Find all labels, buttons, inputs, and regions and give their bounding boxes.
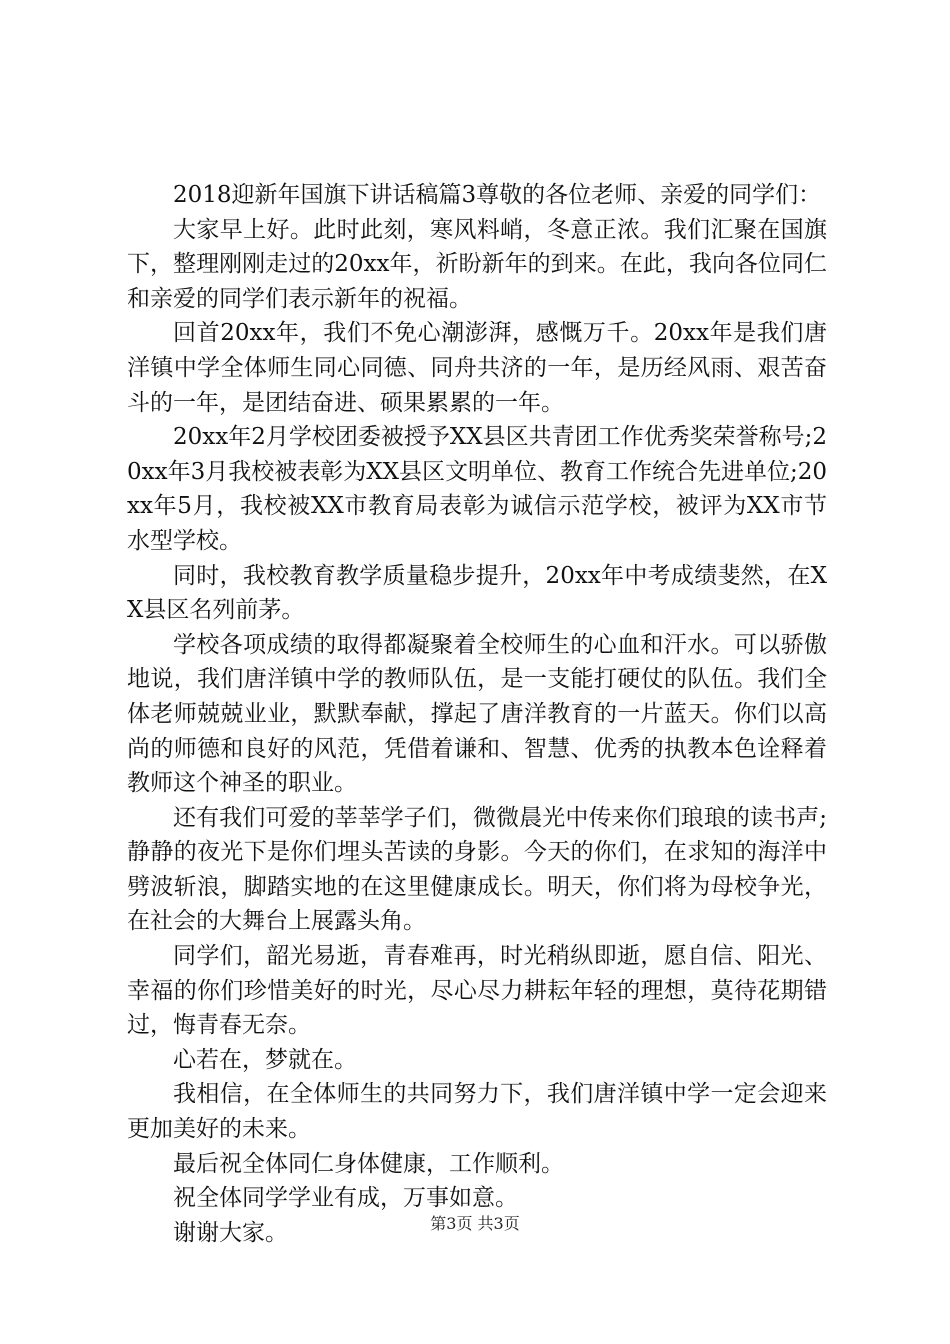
paragraph-dream: 心若在，梦就在。 [173,1046,357,1073]
paragraph-wish-staff: 最后祝全体同仁身体健康，工作顺利。 [173,1150,564,1177]
document-body [127,178,827,1250]
page-footer: 第3页 共3页 [430,1214,520,1233]
paragraph-wish-students: 祝全体同学学业有成，万事如意。 [173,1185,518,1212]
speech-title-line: 2018迎新年国旗下讲话稿篇3尊敬的各位老师、亲爱的同学们： [173,182,822,208]
paragraph-youth: 同学们，韶光易逝，青春难再，时光稍纵即逝，愿自信、阳光、幸福的你们珍惜美好的时光，尽心尽力耕耘年轻的理想，莫待花期错过，悔青春无奈。 [127,943,827,1039]
paragraph-students: 还有我们可爱的莘莘学子们，微微晨光中传来你们琅琅的读书声;静静的夜光下是你们埋头苦读的身影。今天的你们，在求知的海洋中劈波斩浪，脚踏实地的在这里健康成长。明天，你们将为母校争光，在社会的大舞台上展露头角。 [127,804,827,935]
paragraph-review: 回首20xx年，我们不免心潮澎湃，感慨万千。20xx年是我们唐洋镇中学全体师生同心同德、同舟共济的一年，是历经风雨、艰苦奋斗的一年，是团结奋进、硕果累累的一年。 [127,320,827,416]
paragraph-quality: 同时，我校教育教学质量稳步提升，20xx年中考成绩斐然，在XX县区名列前茅。 [127,562,827,624]
paragraph-honors: 20xx年2月学校团委被授予XX县区共青团工作优秀奖荣誉称号;20xx年3月我校被表彰为XX县区文明单位、教育工作统合先进单位;20xx年5月，我校被XX市教育局表彰为诚信示范学校，被评为XX市节水型学校。 [127,424,827,554]
paragraph-belief: 我相信，在全体师生的共同努力下，我们唐洋镇中学一定会迎来更加美好的未来。 [127,1081,827,1143]
paragraph-thanks: 谢谢大家。 [173,1219,288,1246]
paragraph-greeting: 大家早上好。此时此刻，寒风料峭，冬意正浓。我们汇聚在国旗下，整理刚刚走过的20xx年，祈盼新年的到来。在此，我向各位同仁和亲爱的同学们表示新年的祝福。 [127,216,827,312]
paragraph-teachers: 学校各项成绩的取得都凝聚着全校师生的心血和汗水。可以骄傲地说，我们唐洋镇中学的教师队伍，是一支能打硬仗的队伍。我们全体老师兢兢业业，默默奉献，撑起了唐洋教育的一片蓝天。你们以高尚的师德和良好的风范，凭借着谦和、智慧、优秀的执教本色诠释着教师这个神圣的职业。 [127,631,827,797]
